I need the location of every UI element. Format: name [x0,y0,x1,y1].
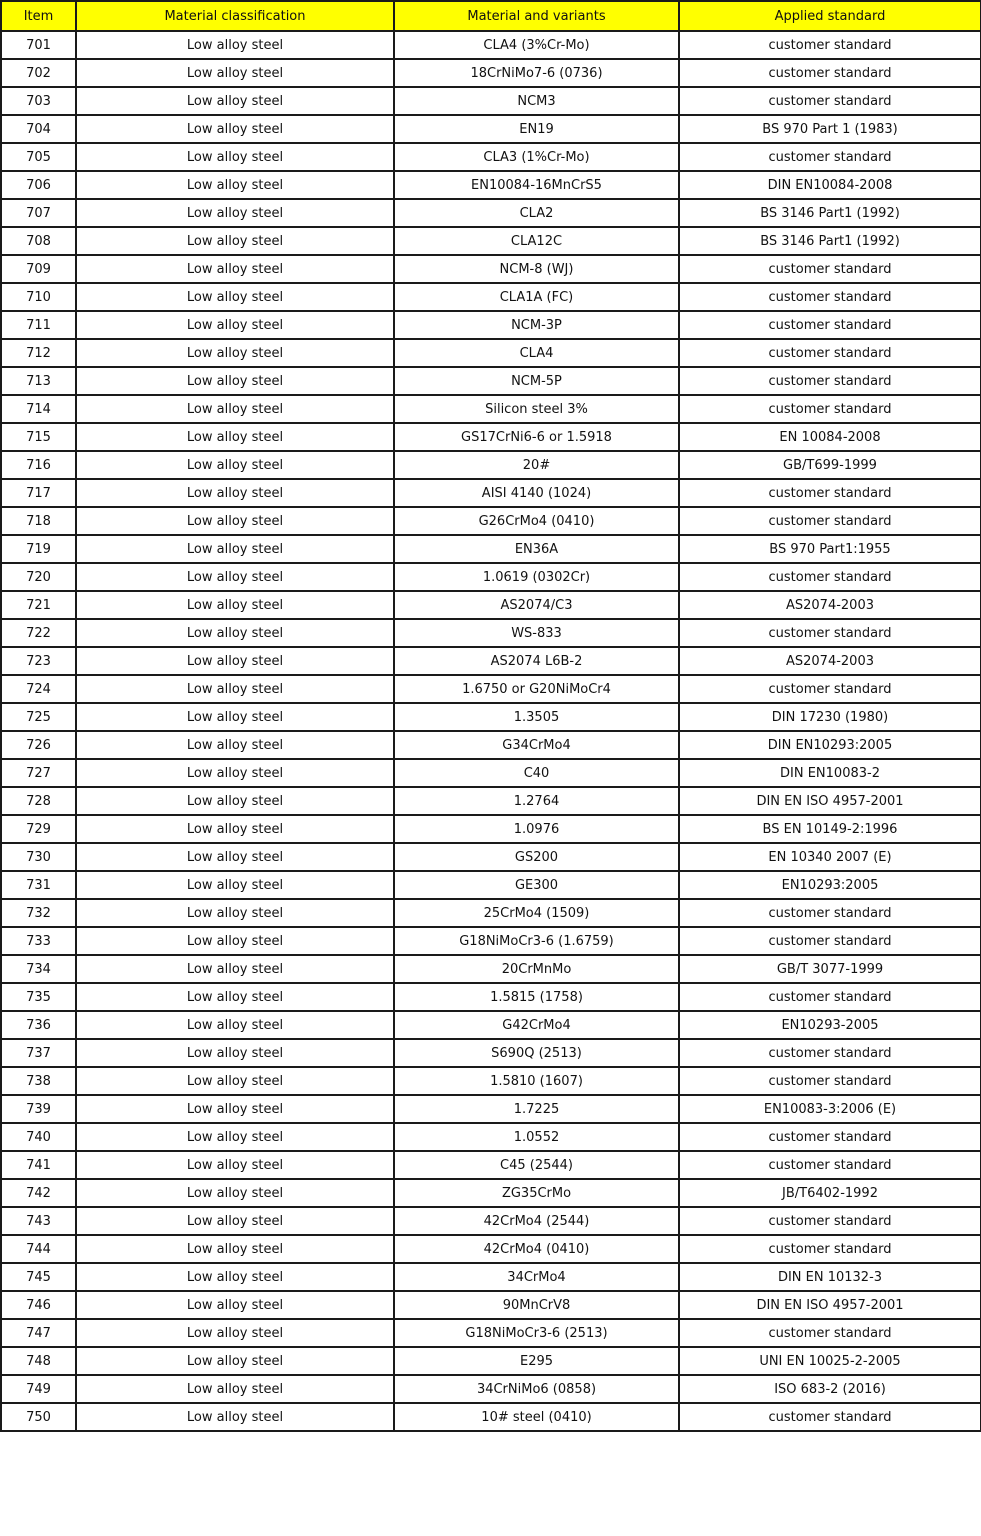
standard-cell: EN10293-2005 [679,1011,981,1039]
item-cell: 725 [1,703,76,731]
material-cell: CLA4 (3%Cr-Mo) [394,31,679,59]
material-cell: 10# steel (0410) [394,1403,679,1431]
classification-cell: Low alloy steel [76,171,394,199]
table-row [1,311,981,339]
standard-cell: customer standard [679,395,981,423]
classification-cell: Low alloy steel [76,1179,394,1207]
table-row [1,983,981,1011]
item-cell: 746 [1,1291,76,1319]
item-cell: 750 [1,1403,76,1431]
standard-cell: DIN EN10083-2 [679,759,981,787]
item-cell: 728 [1,787,76,815]
classification-cell: Low alloy steel [76,563,394,591]
item-cell: 723 [1,647,76,675]
table-row [1,1319,981,1347]
table-row [1,535,981,563]
standard-cell: JB/T6402-1992 [679,1179,981,1207]
standard-cell: DIN EN 10132-3 [679,1263,981,1291]
material-cell: NCM3 [394,87,679,115]
item-cell: 709 [1,255,76,283]
material-cell: 25CrMo4 (1509) [394,899,679,927]
material-cell: 42CrMo4 (2544) [394,1207,679,1235]
item-cell: 701 [1,31,76,59]
classification-cell: Low alloy steel [76,1291,394,1319]
classification-cell: Low alloy steel [76,59,394,87]
standard-cell: DIN EN10084-2008 [679,171,981,199]
classification-cell: Low alloy steel [76,1319,394,1347]
table-row [1,731,981,759]
item-cell: 749 [1,1375,76,1403]
material-cell: 90MnCrV8 [394,1291,679,1319]
standard-cell: customer standard [679,283,981,311]
table-row [1,395,981,423]
table-row [1,815,981,843]
item-cell: 720 [1,563,76,591]
material-cell: 34CrMo4 [394,1263,679,1291]
table-row [1,759,981,787]
material-cell: CLA12C [394,227,679,255]
item-cell: 705 [1,143,76,171]
material-cell: ZG35CrMo [394,1179,679,1207]
classification-cell: Low alloy steel [76,1095,394,1123]
standard-cell: customer standard [679,983,981,1011]
standard-cell: BS 970 Part1:1955 [679,535,981,563]
classification-cell: Low alloy steel [76,535,394,563]
standard-cell: EN10083-3:2006 (E) [679,1095,981,1123]
standard-cell: customer standard [679,1067,981,1095]
table-row [1,1095,981,1123]
item-cell: 743 [1,1207,76,1235]
classification-cell: Low alloy steel [76,115,394,143]
table-row [1,563,981,591]
item-cell: 724 [1,675,76,703]
item-cell: 738 [1,1067,76,1095]
table-row [1,199,981,227]
item-cell: 715 [1,423,76,451]
classification-cell: Low alloy steel [76,395,394,423]
material-cell: G42CrMo4 [394,1011,679,1039]
item-cell: 704 [1,115,76,143]
classification-cell: Low alloy steel [76,647,394,675]
item-cell: 731 [1,871,76,899]
table-row [1,31,981,59]
classification-cell: Low alloy steel [76,1263,394,1291]
item-cell: 708 [1,227,76,255]
standard-cell: customer standard [679,59,981,87]
standard-cell: customer standard [679,507,981,535]
material-cell: 1.5815 (1758) [394,983,679,1011]
material-cell: G26CrMo4 (0410) [394,507,679,535]
item-cell: 735 [1,983,76,1011]
classification-cell: Low alloy steel [76,255,394,283]
classification-cell: Low alloy steel [76,479,394,507]
material-cell: 1.2764 [394,787,679,815]
standard-cell: UNI EN 10025-2-2005 [679,1347,981,1375]
standard-cell: customer standard [679,1403,981,1431]
material-cell: GE300 [394,871,679,899]
classification-cell: Low alloy steel [76,1347,394,1375]
table-row [1,423,981,451]
classification-cell: Low alloy steel [76,983,394,1011]
header-item: Item [1,1,76,31]
material-cell: EN10084-16MnCrS5 [394,171,679,199]
item-cell: 713 [1,367,76,395]
item-cell: 726 [1,731,76,759]
table-row [1,227,981,255]
classification-cell: Low alloy steel [76,731,394,759]
material-cell: EN19 [394,115,679,143]
standard-cell: DIN EN ISO 4957-2001 [679,787,981,815]
item-cell: 706 [1,171,76,199]
standard-cell: customer standard [679,479,981,507]
classification-cell: Low alloy steel [76,815,394,843]
item-cell: 739 [1,1095,76,1123]
item-cell: 744 [1,1235,76,1263]
material-cell: AS2074/C3 [394,591,679,619]
material-cell: 20# [394,451,679,479]
item-cell: 740 [1,1123,76,1151]
table-row [1,59,981,87]
material-cell: E295 [394,1347,679,1375]
classification-cell: Low alloy steel [76,1235,394,1263]
table-row [1,1067,981,1095]
table-row [1,255,981,283]
table-row [1,843,981,871]
item-cell: 729 [1,815,76,843]
item-cell: 748 [1,1347,76,1375]
standard-cell: customer standard [679,255,981,283]
table-row [1,647,981,675]
item-cell: 745 [1,1263,76,1291]
standard-cell: BS EN 10149-2:1996 [679,815,981,843]
standard-cell: customer standard [679,339,981,367]
classification-cell: Low alloy steel [76,31,394,59]
material-cell: AISI 4140 (1024) [394,479,679,507]
standard-cell: BS 3146 Part1 (1992) [679,227,981,255]
standard-cell: customer standard [679,1207,981,1235]
standard-cell: customer standard [679,1123,981,1151]
table-row [1,927,981,955]
material-cell: CLA1A (FC) [394,283,679,311]
standard-cell: DIN 17230 (1980) [679,703,981,731]
material-cell: 18CrNiMo7-6 (0736) [394,59,679,87]
material-cell: 1.0552 [394,1123,679,1151]
table-row [1,1291,981,1319]
material-cell: 42CrMo4 (0410) [394,1235,679,1263]
item-cell: 734 [1,955,76,983]
material-cell: 1.3505 [394,703,679,731]
material-cell: 20CrMnMo [394,955,679,983]
table-row [1,1039,981,1067]
item-cell: 742 [1,1179,76,1207]
standard-cell: EN 10084-2008 [679,423,981,451]
classification-cell: Low alloy steel [76,283,394,311]
header-applied-standard: Applied standard [679,1,981,31]
item-cell: 736 [1,1011,76,1039]
header-material-classification: Material classification [76,1,394,31]
standard-cell: customer standard [679,367,981,395]
standard-cell: customer standard [679,31,981,59]
table-row [1,619,981,647]
classification-cell: Low alloy steel [76,955,394,983]
material-cell: NCM-5P [394,367,679,395]
standard-cell: customer standard [679,927,981,955]
item-cell: 741 [1,1151,76,1179]
classification-cell: Low alloy steel [76,1011,394,1039]
table-row [1,1151,981,1179]
standard-cell: customer standard [679,143,981,171]
material-cell: EN36A [394,535,679,563]
item-cell: 718 [1,507,76,535]
standard-cell: GB/T 3077-1999 [679,955,981,983]
standard-cell: customer standard [679,563,981,591]
table-row [1,451,981,479]
material-cell: 1.7225 [394,1095,679,1123]
table-row [1,1011,981,1039]
classification-cell: Low alloy steel [76,591,394,619]
table-header [1,1,981,31]
standard-cell: customer standard [679,1039,981,1067]
table-row [1,1347,981,1375]
table-row [1,115,981,143]
item-cell: 714 [1,395,76,423]
classification-cell: Low alloy steel [76,423,394,451]
table-row [1,1123,981,1151]
table-row [1,171,981,199]
standard-cell: EN10293:2005 [679,871,981,899]
classification-cell: Low alloy steel [76,227,394,255]
classification-cell: Low alloy steel [76,199,394,227]
item-cell: 733 [1,927,76,955]
item-cell: 717 [1,479,76,507]
standard-cell: customer standard [679,311,981,339]
standard-cell: customer standard [679,87,981,115]
item-cell: 730 [1,843,76,871]
material-cell: S690Q (2513) [394,1039,679,1067]
material-cell: C45 (2544) [394,1151,679,1179]
classification-cell: Low alloy steel [76,899,394,927]
table-row [1,283,981,311]
material-cell: GS17CrNi6-6 or 1.5918 [394,423,679,451]
material-cell: 1.6750 or G20NiMoCr4 [394,675,679,703]
standard-cell: AS2074-2003 [679,591,981,619]
classification-cell: Low alloy steel [76,843,394,871]
item-cell: 710 [1,283,76,311]
item-cell: 712 [1,339,76,367]
material-cell: CLA3 (1%Cr-Mo) [394,143,679,171]
standard-cell: ISO 683-2 (2016) [679,1375,981,1403]
classification-cell: Low alloy steel [76,87,394,115]
classification-cell: Low alloy steel [76,1151,394,1179]
table-row [1,479,981,507]
classification-cell: Low alloy steel [76,1403,394,1431]
material-cell: GS200 [394,843,679,871]
item-cell: 737 [1,1039,76,1067]
standard-cell: GB/T699-1999 [679,451,981,479]
classification-cell: Low alloy steel [76,787,394,815]
standard-cell: EN 10340 2007 (E) [679,843,981,871]
standard-cell: AS2074-2003 [679,647,981,675]
item-cell: 707 [1,199,76,227]
header-row [1,1,981,31]
classification-cell: Low alloy steel [76,1039,394,1067]
item-cell: 719 [1,535,76,563]
table-row [1,367,981,395]
table-row [1,1179,981,1207]
table-row [1,871,981,899]
table-row [1,1263,981,1291]
classification-cell: Low alloy steel [76,759,394,787]
table-body [1,31,981,1431]
table-row [1,143,981,171]
classification-cell: Low alloy steel [76,927,394,955]
item-cell: 747 [1,1319,76,1347]
item-cell: 722 [1,619,76,647]
standard-cell: customer standard [679,1235,981,1263]
table-row [1,87,981,115]
item-cell: 732 [1,899,76,927]
material-cell: 1.0619 (0302Cr) [394,563,679,591]
classification-cell: Low alloy steel [76,339,394,367]
material-cell: Silicon steel 3% [394,395,679,423]
standard-cell: BS 970 Part 1 (1983) [679,115,981,143]
standard-cell: customer standard [679,619,981,647]
table-row [1,703,981,731]
item-cell: 703 [1,87,76,115]
material-cell: CLA2 [394,199,679,227]
standard-cell: BS 3146 Part1 (1992) [679,199,981,227]
item-cell: 702 [1,59,76,87]
material-cell: C40 [394,759,679,787]
classification-cell: Low alloy steel [76,1067,394,1095]
standard-cell: DIN EN ISO 4957-2001 [679,1291,981,1319]
classification-cell: Low alloy steel [76,143,394,171]
table-row [1,1375,981,1403]
material-cell: G18NiMoCr3-6 (1.6759) [394,927,679,955]
classification-cell: Low alloy steel [76,871,394,899]
standard-cell: customer standard [679,1151,981,1179]
classification-cell: Low alloy steel [76,451,394,479]
standard-cell: customer standard [679,1319,981,1347]
table-row [1,787,981,815]
classification-cell: Low alloy steel [76,703,394,731]
standard-cell: customer standard [679,675,981,703]
classification-cell: Low alloy steel [76,367,394,395]
classification-cell: Low alloy steel [76,1123,394,1151]
material-cell: AS2074 L6B-2 [394,647,679,675]
item-cell: 711 [1,311,76,339]
material-cell: NCM-8 (WJ) [394,255,679,283]
material-cell: CLA4 [394,339,679,367]
table-row [1,1403,981,1431]
material-cell: WS-833 [394,619,679,647]
table-row [1,507,981,535]
table-row [1,955,981,983]
item-cell: 716 [1,451,76,479]
table-row [1,675,981,703]
classification-cell: Low alloy steel [76,619,394,647]
classification-cell: Low alloy steel [76,675,394,703]
item-cell: 721 [1,591,76,619]
standard-cell: customer standard [679,899,981,927]
classification-cell: Low alloy steel [76,507,394,535]
material-cell: 1.5810 (1607) [394,1067,679,1095]
standard-cell: DIN EN10293:2005 [679,731,981,759]
material-cell: 34CrNiMo6 (0858) [394,1375,679,1403]
material-cell: NCM-3P [394,311,679,339]
classification-cell: Low alloy steel [76,1375,394,1403]
header-material-variants: Material and variants [394,1,679,31]
material-cell: G34CrMo4 [394,731,679,759]
table-row [1,899,981,927]
item-cell: 727 [1,759,76,787]
table-row [1,1207,981,1235]
table-row [1,1235,981,1263]
classification-cell: Low alloy steel [76,311,394,339]
classification-cell: Low alloy steel [76,1207,394,1235]
material-cell: G18NiMoCr3-6 (2513) [394,1319,679,1347]
table-row [1,339,981,367]
table-row [1,591,981,619]
material-cell: 1.0976 [394,815,679,843]
